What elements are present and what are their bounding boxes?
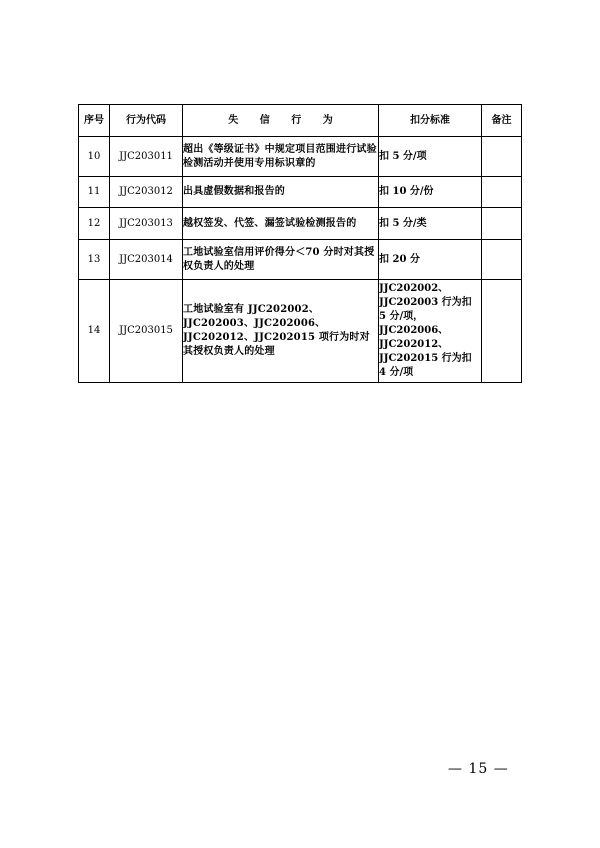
- row-desc: 出具虚假数据和报告的: [183, 177, 379, 208]
- row-code: JJC203012: [110, 177, 183, 208]
- row-seq: 12: [79, 208, 110, 240]
- row-code: JJC203014: [110, 240, 183, 280]
- row-standard: 扣 10 分/份: [379, 177, 482, 208]
- header-desc: [183, 105, 379, 137]
- row-note: [482, 208, 522, 240]
- table-row: [79, 280, 522, 383]
- table-row: [79, 240, 522, 280]
- header-standard: 扣分标准: [379, 105, 482, 137]
- header-code: 行为代码: [110, 105, 183, 137]
- row-code: JJC203015: [110, 280, 183, 383]
- row-note: [482, 240, 522, 280]
- credit-deduction-table: [78, 104, 522, 383]
- row-seq: 14: [79, 280, 110, 383]
- header-seq: 序号: [79, 105, 110, 137]
- row-seq: 10: [79, 137, 110, 177]
- table-header-row: [79, 105, 522, 137]
- table-row: [79, 208, 522, 240]
- row-code: JJC203013: [110, 208, 183, 240]
- row-note: [482, 177, 522, 208]
- row-desc: 越权签发、代签、漏签试验检测报告的: [183, 208, 379, 240]
- row-code: JJC203011: [110, 137, 183, 177]
- row-desc: 超出《等级证书》中规定项目范围进行试验检测活动并使用专用标识章的: [183, 137, 379, 177]
- table-row: [79, 177, 522, 208]
- row-desc: 工地试验室信用评价得分＜70 分时对其授权负责人的处理: [183, 240, 379, 280]
- row-standard: 扣 20 分: [379, 240, 482, 280]
- row-seq: 11: [79, 177, 110, 208]
- page-number: — 15 —: [448, 761, 509, 777]
- header-desc-label: 失 信 行 为: [228, 114, 333, 126]
- row-note: [482, 280, 522, 383]
- row-standard: JJC202002、JJC202003 行为扣 5 分/项， JJC202006、JJC202012、JJC202015 行为扣 4 分/项: [379, 280, 482, 383]
- row-seq: 13: [79, 240, 110, 280]
- table-row: [79, 137, 522, 177]
- header-note: 备注: [482, 105, 522, 137]
- row-desc: 工地试验室有 JJC202002、JJC202003、JJC202006、JJC202012、JJC202015 项行为时对其授权负责人的处理: [183, 280, 379, 383]
- row-standard: 扣 5 分/类: [379, 208, 482, 240]
- row-note: [482, 137, 522, 177]
- row-standard: 扣 5 分/项: [379, 137, 482, 177]
